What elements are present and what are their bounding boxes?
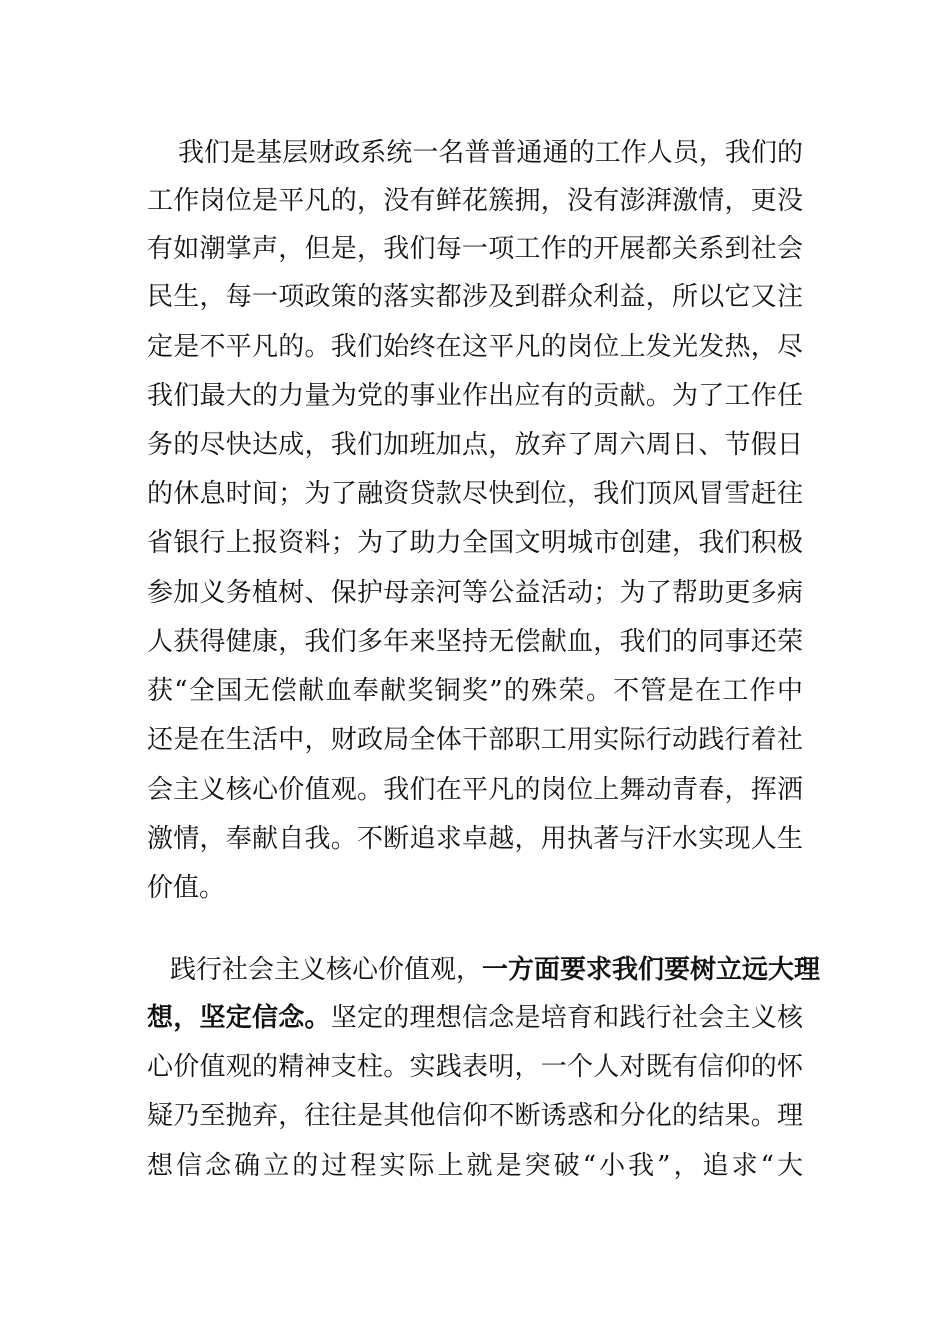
text-line: 想信念确立的过程实际上就是突破“小我”，追求“大 <box>147 1151 803 1181</box>
text-line: 人获得健康，我们多年来坚持无偿献血，我们的同事还荣 <box>147 627 803 657</box>
text-line: 的休息时间；为了融资贷款尽快到位，我们顶风冒雪赶往 <box>147 479 803 509</box>
text-line: 民生，每一项政策的落实都涉及到群众利益，所以它又注 <box>147 282 803 312</box>
text-line: 价值。 <box>147 873 226 903</box>
text-line: 我们是基层财政系统一名普普通通的工作人员，我们的 <box>178 138 803 168</box>
text-line: 会主义核心价值观。我们在平凡的岗位上舞动青春，挥洒 <box>147 775 803 805</box>
text-line: 还是在生活中，财政局全体干部职工用实际行动践行着社 <box>147 725 803 755</box>
text-line: 激情，奉献自我。不断追求卓越，用执著与汗水实现人生 <box>147 824 803 854</box>
text-normal: 坚定的理想信念是培育和践行社会主义核 <box>330 1003 803 1033</box>
text-line: 有如潮掌声，但是，我们每一项工作的开展都关系到社会 <box>147 234 803 264</box>
text-line <box>170 950 821 990</box>
text-line: 务的尽快达成，我们加班加点，放弃了周六周日、节假日 <box>147 430 803 460</box>
text-line <box>147 998 803 1038</box>
text-line: 省银行上报资料；为了助力全国文明城市创建，我们积极 <box>147 528 803 558</box>
text-normal: 践行社会主义核心价值观， <box>170 955 483 985</box>
text-bold: 一方面要求我们要树立远大理 <box>482 955 821 985</box>
text-line: 参加义务植树、保护母亲河等公益活动；为了帮助更多病 <box>147 578 803 608</box>
text-line: 心价值观的精神支柱。实践表明，一个人对既有信仰的怀 <box>147 1052 803 1082</box>
text-line: 工作岗位是平凡的，没有鲜花簇拥，没有澎湃激情，更没 <box>147 186 803 216</box>
text-line: 我们最大的力量为党的事业作出应有的贡献。为了工作任 <box>147 381 803 411</box>
text-line: 定是不平凡的。我们始终在这平凡的岗位上发光发热，尽 <box>147 332 803 362</box>
text-line: 获“全国无偿献血奉献奖铜奖”的殊荣。不管是在工作中 <box>147 676 803 706</box>
text-line: 疑乃至抛弃，往往是其他信仰不断诱惑和分化的结果。理 <box>147 1101 803 1131</box>
text-bold: 想，坚定信念。 <box>147 1003 331 1033</box>
